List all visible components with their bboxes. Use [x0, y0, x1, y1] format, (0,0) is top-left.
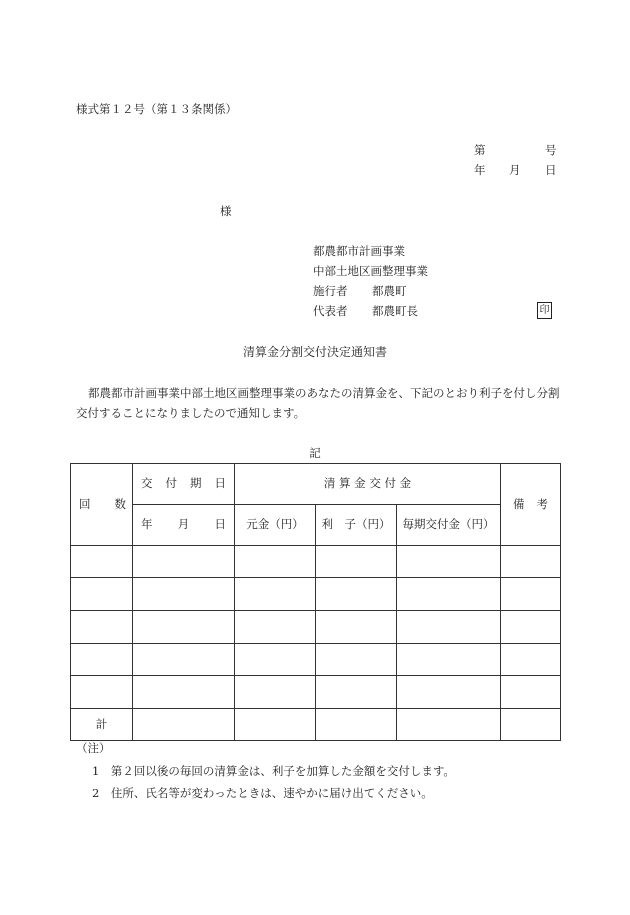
period-input[interactable] [133, 546, 235, 578]
total-label: 計 [71, 709, 133, 741]
doc-number-prefix: 第 [474, 143, 486, 157]
header-period-date: 年 月 日 [133, 505, 235, 546]
total-period[interactable] [133, 709, 235, 741]
remarks-input[interactable] [501, 676, 561, 709]
implementer-label: 施行者 [313, 284, 348, 298]
count-input[interactable] [71, 578, 133, 611]
principal-input[interactable] [235, 644, 316, 676]
issuer-district: 中部土地区画整理事業 [313, 264, 428, 278]
body-paragraph: 都農都市計画事業中部土地区画整理事業のあなたの清算金を、下記のとおり利子を付し分割交付することになりましたので通知します。 [76, 386, 560, 420]
count-input[interactable] [71, 644, 133, 676]
document-title: 清算金分割交付決定通知書 [242, 345, 387, 359]
notes-heading: （注） [76, 741, 111, 755]
doc-number-suffix: 号 [545, 143, 557, 157]
settlement-table [70, 463, 561, 741]
total-interest[interactable] [316, 709, 397, 741]
table-row [71, 546, 561, 578]
remarks-input[interactable] [501, 611, 561, 644]
interest-input[interactable] [316, 611, 397, 644]
header-remarks: 備 考 [501, 464, 561, 546]
table-row [71, 611, 561, 644]
note-item: 1 第２回以後の毎回の清算金は、利子を加算した金額を交付します。 [92, 764, 455, 778]
principal-input[interactable] [235, 611, 316, 644]
principal-input[interactable] [235, 578, 316, 611]
header-installment: 毎期交付金（円） [397, 505, 501, 546]
principal-input[interactable] [235, 676, 316, 709]
representative-label: 代表者 [313, 304, 348, 318]
interest-input[interactable] [316, 546, 397, 578]
header-settlement: 清 算 金 交 付 金 [235, 464, 501, 505]
representative-value: 都農町長 [372, 304, 418, 318]
remarks-input[interactable] [501, 644, 561, 676]
table-row [71, 578, 561, 611]
interest-input[interactable] [316, 676, 397, 709]
table-row [71, 644, 561, 676]
interest-input[interactable] [316, 644, 397, 676]
period-input[interactable] [133, 676, 235, 709]
remarks-input[interactable] [501, 578, 561, 611]
installment-input[interactable] [397, 546, 501, 578]
total-row [71, 709, 561, 741]
issuer-project: 都農都市計画事業 [313, 244, 405, 258]
period-input[interactable] [133, 578, 235, 611]
recipient-suffix: 様 [220, 204, 232, 218]
date-day: 日 [545, 163, 557, 177]
principal-input[interactable] [235, 546, 316, 578]
date-month: 月 [509, 163, 521, 177]
note-item: 2 住所、氏名等が変わったときは、速やかに届け出てください。 [92, 786, 433, 800]
header-period: 交 付 期 日 [133, 464, 235, 505]
ki-marker: 記 [309, 446, 321, 460]
installment-input[interactable] [397, 676, 501, 709]
period-input[interactable] [133, 644, 235, 676]
interest-input[interactable] [316, 578, 397, 611]
period-input[interactable] [133, 611, 235, 644]
header-principal: 元金（円） [235, 505, 316, 546]
header-interest: 利 子（円） [316, 505, 397, 546]
count-input[interactable] [71, 676, 133, 709]
count-input[interactable] [71, 546, 133, 578]
total-remarks[interactable] [501, 709, 561, 741]
installment-input[interactable] [397, 578, 501, 611]
table-row [71, 676, 561, 709]
form-number: 様式第１２号（第１３条関係） [76, 102, 237, 116]
header-count: 回 数 [71, 464, 133, 546]
remarks-input[interactable] [501, 546, 561, 578]
installment-input[interactable] [397, 644, 501, 676]
total-installment[interactable] [397, 709, 501, 741]
total-principal[interactable] [235, 709, 316, 741]
seal-mark: 印 [537, 302, 552, 319]
installment-input[interactable] [397, 611, 501, 644]
date-year: 年 [474, 163, 486, 177]
implementer-value: 都農町 [372, 284, 407, 298]
count-input[interactable] [71, 611, 133, 644]
